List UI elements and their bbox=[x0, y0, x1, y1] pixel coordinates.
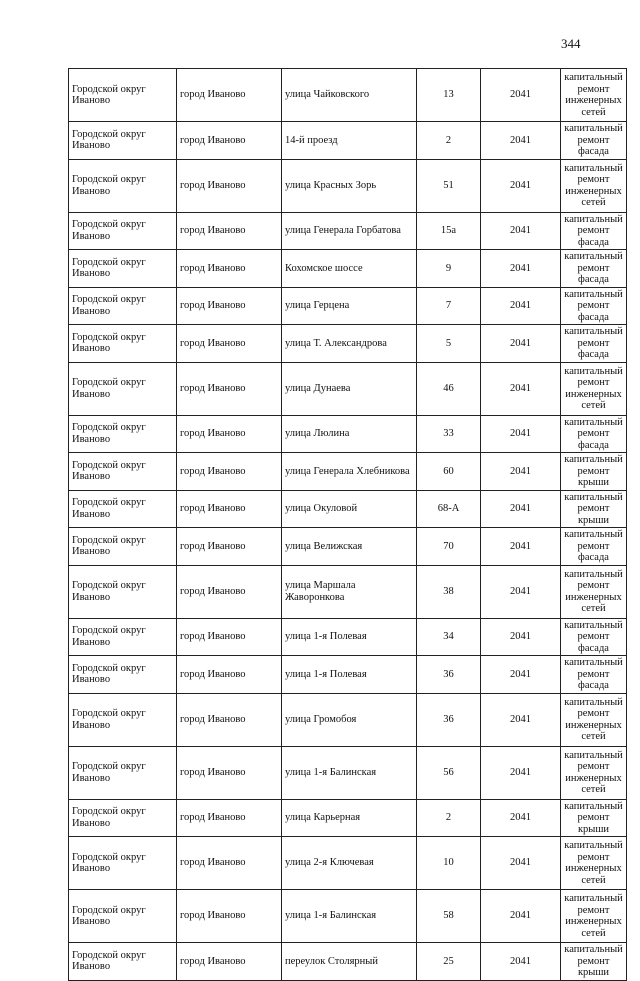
city-cell: город Иваново bbox=[177, 618, 282, 656]
work-type-cell: капитальный ремонт крыши bbox=[561, 943, 627, 981]
district-cell: Городской округ Иваново bbox=[69, 325, 177, 363]
city-cell: город Иваново bbox=[177, 565, 282, 618]
work-type-cell: капитальный ремонт инженерных сетей bbox=[561, 159, 627, 212]
year-cell: 2041 bbox=[481, 656, 561, 694]
house-number-cell: 60 bbox=[417, 453, 481, 491]
city-cell: город Иваново bbox=[177, 122, 282, 160]
city-cell: город Иваново bbox=[177, 693, 282, 746]
table-row bbox=[69, 799, 627, 837]
city-cell: город Иваново bbox=[177, 746, 282, 799]
house-number-cell: 58 bbox=[417, 890, 481, 943]
work-type-cell: капитальный ремонт инженерных сетей bbox=[561, 693, 627, 746]
street-cell: улица Люлина bbox=[282, 415, 417, 453]
district-cell: Городской округ Иваново bbox=[69, 837, 177, 890]
table-row bbox=[69, 693, 627, 746]
work-type-cell: капитальный ремонт фасада bbox=[561, 656, 627, 694]
house-number-cell: 9 bbox=[417, 250, 481, 288]
table-row bbox=[69, 362, 627, 415]
work-type-cell: капитальный ремонт фасада bbox=[561, 250, 627, 288]
work-type-cell: капитальный ремонт инженерных сетей bbox=[561, 746, 627, 799]
table-row bbox=[69, 415, 627, 453]
district-cell: Городской округ Иваново bbox=[69, 943, 177, 981]
district-cell: Городской округ Иваново bbox=[69, 565, 177, 618]
district-cell: Городской округ Иваново bbox=[69, 656, 177, 694]
street-cell: улица Карьерная bbox=[282, 799, 417, 837]
table-row bbox=[69, 565, 627, 618]
city-cell: город Иваново bbox=[177, 250, 282, 288]
street-cell: улица Красных Зорь bbox=[282, 159, 417, 212]
city-cell: город Иваново bbox=[177, 490, 282, 528]
table-row bbox=[69, 656, 627, 694]
district-cell: Городской округ Иваново bbox=[69, 890, 177, 943]
house-number-cell: 5 bbox=[417, 325, 481, 363]
table-row bbox=[69, 746, 627, 799]
work-type-cell: капитальный ремонт крыши bbox=[561, 490, 627, 528]
year-cell: 2041 bbox=[481, 415, 561, 453]
year-cell: 2041 bbox=[481, 490, 561, 528]
house-number-cell: 51 bbox=[417, 159, 481, 212]
house-number-cell: 36 bbox=[417, 656, 481, 694]
district-cell: Городской округ Иваново bbox=[69, 746, 177, 799]
district-cell: Городской округ Иваново bbox=[69, 528, 177, 566]
table-row bbox=[69, 618, 627, 656]
year-cell: 2041 bbox=[481, 362, 561, 415]
table-row bbox=[69, 490, 627, 528]
house-number-cell: 33 bbox=[417, 415, 481, 453]
district-cell: Городской округ Иваново bbox=[69, 212, 177, 250]
work-type-cell: капитальный ремонт инженерных сетей bbox=[561, 837, 627, 890]
table-row bbox=[69, 837, 627, 890]
year-cell: 2041 bbox=[481, 746, 561, 799]
year-cell: 2041 bbox=[481, 325, 561, 363]
district-cell: Городской округ Иваново bbox=[69, 415, 177, 453]
street-cell: улица Герцена bbox=[282, 287, 417, 325]
district-cell: Городской округ Иваново bbox=[69, 362, 177, 415]
year-cell: 2041 bbox=[481, 122, 561, 160]
house-number-cell: 7 bbox=[417, 287, 481, 325]
work-type-cell: капитальный ремонт крыши bbox=[561, 799, 627, 837]
district-cell: Городской округ Иваново bbox=[69, 250, 177, 288]
house-number-cell: 2 bbox=[417, 799, 481, 837]
street-cell: Кохомское шоссе bbox=[282, 250, 417, 288]
district-cell: Городской округ Иваново bbox=[69, 69, 177, 122]
city-cell: город Иваново bbox=[177, 415, 282, 453]
street-cell: улица Громобоя bbox=[282, 693, 417, 746]
year-cell: 2041 bbox=[481, 890, 561, 943]
house-number-cell: 13 bbox=[417, 69, 481, 122]
street-cell: улица Генерала Горбатова bbox=[282, 212, 417, 250]
city-cell: город Иваново bbox=[177, 890, 282, 943]
table-row bbox=[69, 250, 627, 288]
street-cell: улица Дунаева bbox=[282, 362, 417, 415]
year-cell: 2041 bbox=[481, 212, 561, 250]
city-cell: город Иваново bbox=[177, 528, 282, 566]
street-cell: улица 1-я Полевая bbox=[282, 618, 417, 656]
district-cell: Городской округ Иваново bbox=[69, 618, 177, 656]
table-row bbox=[69, 528, 627, 566]
work-type-cell: капитальный ремонт фасада bbox=[561, 212, 627, 250]
table-row bbox=[69, 212, 627, 250]
year-cell: 2041 bbox=[481, 799, 561, 837]
city-cell: город Иваново bbox=[177, 943, 282, 981]
street-cell: улица Генерала Хлебникова bbox=[282, 453, 417, 491]
city-cell: город Иваново bbox=[177, 656, 282, 694]
year-cell: 2041 bbox=[481, 287, 561, 325]
city-cell: город Иваново bbox=[177, 799, 282, 837]
year-cell: 2041 bbox=[481, 453, 561, 491]
street-cell: улица Т. Александрова bbox=[282, 325, 417, 363]
street-cell: переулок Столярный bbox=[282, 943, 417, 981]
work-type-cell: капитальный ремонт инженерных сетей bbox=[561, 565, 627, 618]
street-cell: улица 1-я Балинская bbox=[282, 746, 417, 799]
city-cell: город Иваново bbox=[177, 453, 282, 491]
house-number-cell: 56 bbox=[417, 746, 481, 799]
work-type-cell: капитальный ремонт фасада bbox=[561, 325, 627, 363]
year-cell: 2041 bbox=[481, 693, 561, 746]
year-cell: 2041 bbox=[481, 565, 561, 618]
house-number-cell: 15а bbox=[417, 212, 481, 250]
year-cell: 2041 bbox=[481, 618, 561, 656]
table-row bbox=[69, 453, 627, 491]
page-number: 344 bbox=[561, 36, 581, 51]
work-type-cell: капитальный ремонт инженерных сетей bbox=[561, 890, 627, 943]
district-cell: Городской округ Иваново bbox=[69, 799, 177, 837]
city-cell: город Иваново bbox=[177, 159, 282, 212]
house-number-cell: 38 bbox=[417, 565, 481, 618]
table-row bbox=[69, 159, 627, 212]
work-type-cell: капитальный ремонт крыши bbox=[561, 453, 627, 491]
city-cell: город Иваново bbox=[177, 287, 282, 325]
year-cell: 2041 bbox=[481, 943, 561, 981]
city-cell: город Иваново bbox=[177, 362, 282, 415]
street-cell: улица Маршала Жаворонкова bbox=[282, 565, 417, 618]
street-cell: 14-й проезд bbox=[282, 122, 417, 160]
year-cell: 2041 bbox=[481, 159, 561, 212]
house-number-cell: 46 bbox=[417, 362, 481, 415]
city-cell: город Иваново bbox=[177, 325, 282, 363]
table-row bbox=[69, 69, 627, 122]
district-cell: Городской округ Иваново bbox=[69, 122, 177, 160]
district-cell: Городской округ Иваново bbox=[69, 693, 177, 746]
work-type-cell: капитальный ремонт фасада bbox=[561, 122, 627, 160]
city-cell: город Иваново bbox=[177, 69, 282, 122]
work-type-cell: капитальный ремонт фасада bbox=[561, 415, 627, 453]
street-cell: улица Чайковского bbox=[282, 69, 417, 122]
registry-table bbox=[68, 68, 627, 981]
year-cell: 2041 bbox=[481, 528, 561, 566]
year-cell: 2041 bbox=[481, 837, 561, 890]
year-cell: 2041 bbox=[481, 69, 561, 122]
city-cell: город Иваново bbox=[177, 837, 282, 890]
year-cell: 2041 bbox=[481, 250, 561, 288]
work-type-cell: капитальный ремонт фасада bbox=[561, 618, 627, 656]
house-number-cell: 34 bbox=[417, 618, 481, 656]
table-row bbox=[69, 122, 627, 160]
street-cell: улица Велижская bbox=[282, 528, 417, 566]
work-type-cell: капитальный ремонт фасада bbox=[561, 287, 627, 325]
work-type-cell: капитальный ремонт инженерных сетей bbox=[561, 362, 627, 415]
registry-table-body bbox=[69, 69, 627, 981]
table-row bbox=[69, 325, 627, 363]
house-number-cell: 36 bbox=[417, 693, 481, 746]
work-type-cell: капитальный ремонт фасада bbox=[561, 528, 627, 566]
house-number-cell: 25 bbox=[417, 943, 481, 981]
district-cell: Городской округ Иваново bbox=[69, 490, 177, 528]
table-row bbox=[69, 287, 627, 325]
house-number-cell: 10 bbox=[417, 837, 481, 890]
street-cell: улица 1-я Полевая bbox=[282, 656, 417, 694]
street-cell: улица Окуловой bbox=[282, 490, 417, 528]
table-row bbox=[69, 890, 627, 943]
house-number-cell: 70 bbox=[417, 528, 481, 566]
house-number-cell: 68-А bbox=[417, 490, 481, 528]
street-cell: улица 2-я Ключевая bbox=[282, 837, 417, 890]
district-cell: Городской округ Иваново bbox=[69, 453, 177, 491]
work-type-cell: капитальный ремонт инженерных сетей bbox=[561, 69, 627, 122]
table-row bbox=[69, 943, 627, 981]
city-cell: город Иваново bbox=[177, 212, 282, 250]
street-cell: улица 1-я Балинская bbox=[282, 890, 417, 943]
district-cell: Городской округ Иваново bbox=[69, 159, 177, 212]
house-number-cell: 2 bbox=[417, 122, 481, 160]
district-cell: Городской округ Иваново bbox=[69, 287, 177, 325]
